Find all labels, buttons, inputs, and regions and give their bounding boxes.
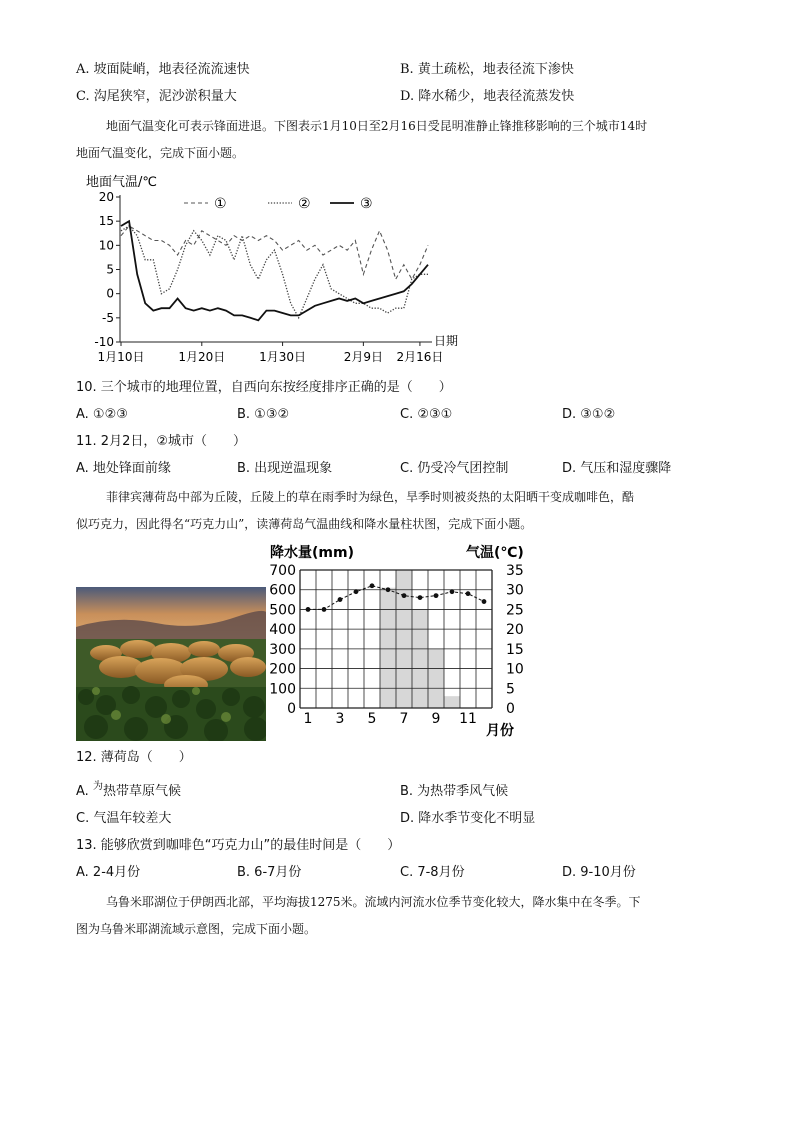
chart1-ytick-label: 5: [106, 262, 114, 277]
passage3-line2: 图为乌鲁米耶湖流域示意图，完成下面小题。: [76, 922, 317, 936]
passage2-line2: 似巧克力，因此得名“巧克力山”，读薄荷岛气温曲线和降水量柱状图，完成下面小题。: [76, 517, 533, 531]
chart2-y2tick-label: 30: [506, 582, 524, 599]
q13-option-d: D. 9-10月份: [562, 865, 636, 880]
chart2-temp-point: [418, 595, 423, 600]
q10-option-b: B. ①③②: [237, 407, 290, 422]
q12-option-a-prefix: A.: [76, 784, 89, 799]
chart2-temp-point: [450, 589, 455, 594]
chart2-xtick-label: 5: [367, 711, 377, 727]
q9-option-c: C. 沟尾狭窄，泥沙淤积量大: [76, 89, 237, 104]
chart2-xtick-label: 7: [399, 711, 409, 727]
chart1-legend-label: ③: [360, 196, 373, 212]
chart2-xtick-label: 11: [459, 711, 477, 727]
chart2-temp-point: [354, 589, 359, 594]
chart2-precip-bar: [428, 649, 444, 708]
chart2-xlabel: 月份: [486, 723, 514, 739]
chart2-temp-point: [402, 593, 407, 598]
chart2-temp-point: [386, 587, 391, 592]
q13-option-b: B. 6-7月份: [237, 865, 302, 880]
chart1-xlabel: 日期: [434, 334, 459, 348]
chart2-xtick-label: 9: [431, 711, 441, 727]
chart2-y2tick-label: 5: [506, 681, 515, 698]
q12-option-d: D. 降水季节变化不明显: [400, 811, 536, 826]
chart2-ytick-label: 600: [269, 582, 296, 599]
q11-option-b: B. 出现逆温现象: [237, 461, 333, 476]
chart2-y2tick-label: 15: [506, 641, 524, 658]
chart1-legend-label: ②: [298, 196, 311, 212]
q13-option-c: C. 7-8月份: [400, 865, 465, 880]
chart2-temp-point: [322, 607, 327, 612]
chart2-y2tick-label: 20: [506, 622, 524, 639]
chart2-y2tick-label: 35: [506, 563, 524, 579]
q10-stem: 10. 三个城市的地理位置，自西向东按经度排序正确的是（ ）: [76, 380, 452, 395]
q10-option-d: D. ③①②: [562, 407, 616, 422]
q12-option-a-text: 热带草原气候: [102, 784, 181, 799]
passage1-line1: 地面气温变化可表示锋面进退。下图表示1月10日至2月16日受昆明准静止锋推移影响的三个城市14时: [106, 119, 648, 133]
chart2-temp-point: [370, 583, 375, 588]
q11-option-a: A. 地处锋面前缘: [76, 461, 171, 476]
chart1-ytick-label: 20: [98, 190, 114, 204]
chart2-ytick-label: 400: [269, 622, 296, 639]
chart2-precip-bar: [380, 588, 396, 708]
chart2-xtick-label: 3: [335, 711, 345, 727]
chart1-legend-label: ①: [214, 196, 227, 212]
chart2-xtick-label: 1: [303, 711, 313, 727]
chart2-precip-bar: [396, 570, 412, 708]
chart2-ytick-label: 500: [269, 602, 296, 619]
q13-option-a: A. 2-4月份: [76, 865, 141, 880]
chart1-ytick-label: 0: [106, 286, 114, 301]
chart2-ylabel: 降水量(mm): [270, 545, 354, 561]
chart2-y2tick-label: 25: [506, 602, 524, 619]
chart2-ytick-label: 700: [269, 563, 296, 579]
q11-option-c: C. 仍受冷气团控制: [400, 461, 509, 476]
chocolate-hills-photo: [76, 587, 266, 741]
chart1-series-line: [121, 226, 428, 318]
chart1-ytick-label: -10: [94, 335, 114, 349]
chart1-series-line: [121, 226, 428, 279]
q10-option-a: A. ①②③: [76, 407, 128, 422]
chart2-ytick-label: 100: [269, 681, 296, 698]
chart2-ytick-label: 200: [269, 661, 296, 678]
passage2-line1: 菲律宾薄荷岛中部为丘陵，丘陵上的草在雨季时为绿色，旱季时则被炎热的太阳晒干变成咖啡色，酷: [106, 490, 635, 504]
chart2-y2tick-label: 0: [506, 701, 515, 717]
q12-option-b: B. 为热带季风气候: [400, 784, 509, 799]
q9-option-d: D. 降水稀少，地表径流蒸发快: [400, 89, 575, 104]
q10-option-c: C. ②③①: [400, 407, 453, 422]
q12-option-a-small: 为: [92, 781, 103, 792]
chart1-xtick-label: 1月10日: [97, 350, 145, 364]
chart1-ytick-label: -5: [102, 310, 114, 325]
chart1-ytick-label: 15: [98, 214, 114, 229]
q12-option-c: C. 气温年较差大: [76, 811, 172, 826]
q11-option-d: D. 气压和湿度骤降: [562, 461, 672, 476]
chart1-xtick-label: 1月30日: [259, 350, 307, 364]
chart2-precip-bar: [412, 609, 428, 708]
chart2-ytick-label: 0: [287, 701, 296, 717]
chart1-xtick-label: 2月16日: [396, 350, 444, 364]
q13-stem: 13. 能够欣赏到咖啡色“巧克力山”的最佳时间是（ ）: [76, 838, 401, 853]
chart1-xtick-label: 2月9日: [343, 350, 384, 364]
climate-chart: [266, 538, 536, 744]
chart2-temp-point: [306, 607, 311, 612]
chart1-ylabel: 地面气温/℃: [86, 175, 157, 190]
chart2-temp-point: [338, 597, 343, 602]
chart2-y2tick-label: 10: [506, 661, 524, 678]
chart1-xtick-label: 1月20日: [178, 350, 226, 364]
chart2-temp-point: [482, 599, 487, 604]
chart2-ytick-label: 300: [269, 641, 296, 658]
chart2-temp-point: [466, 591, 471, 596]
q9-option-b: B. 黄土疏松，地表径流下渗快: [400, 62, 574, 77]
q12-stem: 12. 薄荷岛（ ）: [76, 750, 192, 765]
q11-stem: 11. 2月2日，②城市（ ）: [76, 434, 247, 449]
chart2-y2label: 气温(℃): [466, 545, 524, 561]
chart2-precip-bar: [444, 696, 460, 708]
passage3-line1: 乌鲁米耶湖位于伊朗西北部，平均海拔1275米。流域内河流水位季节变化较大，降水集中在冬季。下: [106, 895, 641, 909]
q12-option-a: [76, 781, 181, 801]
chart1-ytick-label: 10: [98, 238, 114, 253]
temperature-line-chart: [76, 168, 476, 368]
chart2-temp-point: [434, 593, 439, 598]
q9-option-a: A. 坡面陡峭，地表径流流速快: [76, 62, 250, 77]
passage1-line2: 地面气温变化，完成下面小题。: [76, 146, 245, 160]
